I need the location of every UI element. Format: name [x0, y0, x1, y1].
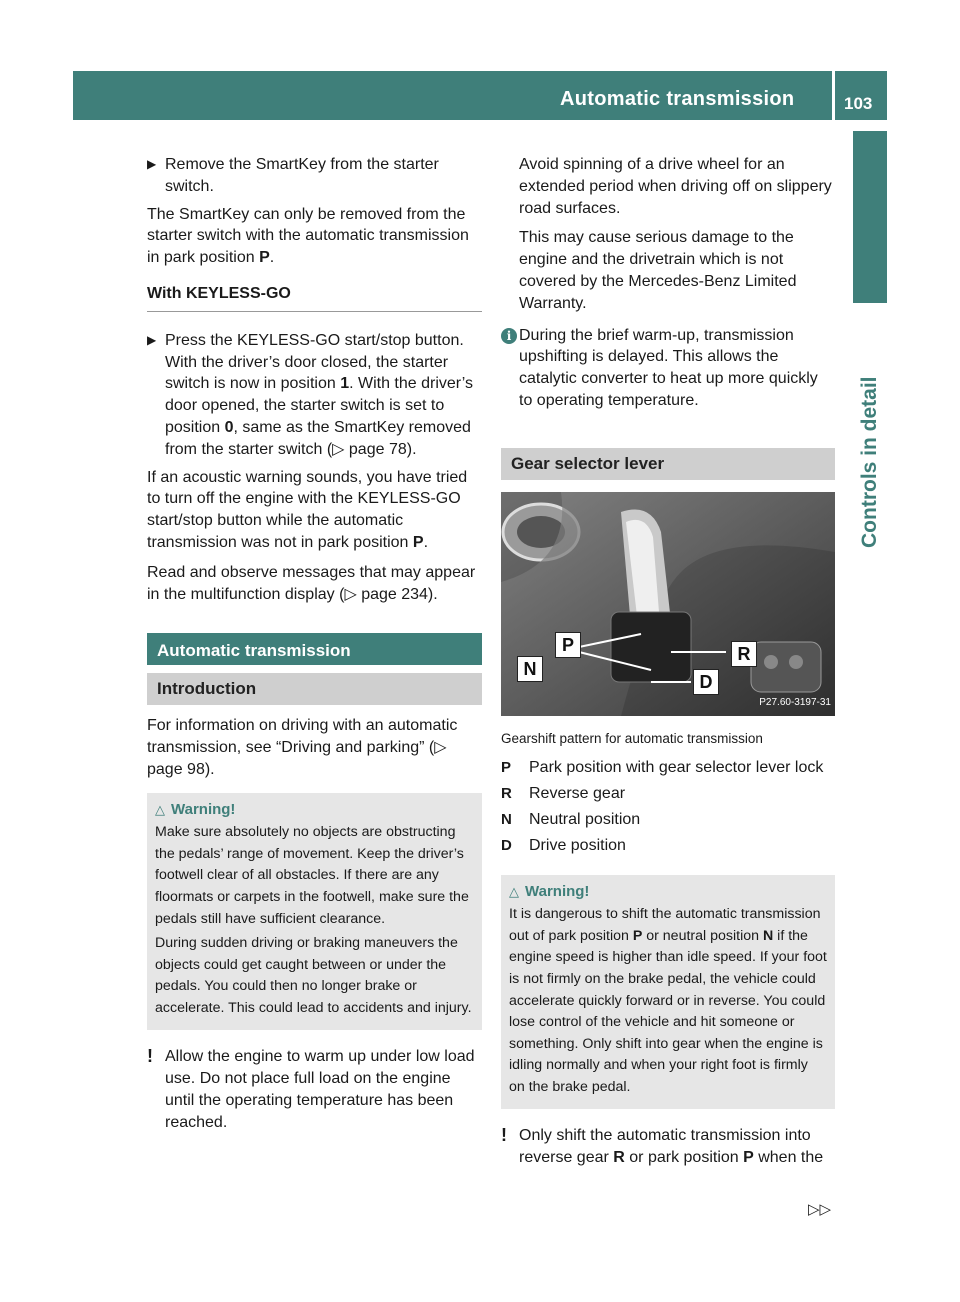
gear-item: P Park position with gear selector lever lock [501, 757, 835, 779]
subsection-heading: Gear selector lever [501, 448, 835, 480]
console-photo [501, 492, 835, 716]
continue-icon: ▷▷ [808, 1201, 832, 1218]
warning-box [501, 875, 835, 1110]
right-column [501, 154, 835, 1177]
warning-icon: △ [155, 801, 165, 817]
page-link[interactable]: page 98). [147, 760, 215, 778]
step-arrow-icon: ▶ [147, 332, 157, 347]
warning-box [147, 793, 482, 1031]
info-note: i During the brief warm-up, transmission upshifting is delayed. This allows the catalytic converter to heat up more quickly to operating temperature. [501, 325, 835, 412]
exclamation-icon: ! [147, 1046, 153, 1067]
figure-label-p: P [555, 632, 581, 658]
side-tab [853, 131, 887, 303]
left-column [147, 154, 482, 1142]
warning-text: Make sure absolutely no objects are obstructing the pedals’ range of movement. Keep the driver’s footwell clear of all obstacles. If there are any floormats or carpets in the footwell, make sure the pedals still have sufficient clearance. [155, 824, 469, 927]
gear-item: R Reverse gear [501, 783, 835, 805]
warning-text: It is dangerous to shift the automatic transmission out of park position P or neutral position N if the engine speed is higher than idle speed. If your foot is not firmly on the brake pedal, the vehicle could accelerate quickly forward or in reverse. You could lose control of the vehicle and hit someone or something. Only shift into gear when the engine is idling normally and when your right foot is firmly on the brake pedal. [509, 906, 827, 1095]
page-link[interactable]: page 234). [361, 585, 438, 603]
figure-label-n: N [517, 656, 543, 682]
instruction-step: ▶ Press the KEYLESS-GO start/stop button. With the driver’s door closed, the starter switch is now in position 1. With the driver’s door opened, the starter switch is set to position 0, same as the SmartKey removed from the starter switch (▷ page 78). [147, 331, 473, 458]
page-number: 103 [844, 94, 873, 113]
page-ref-icon: ▷ [344, 585, 362, 603]
warning-title: △ Warning! [155, 799, 474, 821]
paragraph: Avoid spinning of a drive wheel for an extended period when driving off on slippery road surfaces. [519, 156, 832, 217]
gear-symbol: R [501, 785, 512, 803]
figure-label-d: D [693, 669, 719, 695]
page-ref-icon: ▷ [434, 738, 447, 756]
section-heading: Automatic transmission [147, 633, 482, 665]
note: ! Only shift the automatic transmission into reverse gear R or park position P when the [501, 1125, 824, 1167]
figure-label-r: R [731, 641, 757, 667]
gear-item: N Neutral position [501, 809, 835, 831]
paragraph: Read and observe messages that may appear in the multifunction display (▷ page 234). [147, 563, 476, 603]
info-icon: i [501, 328, 517, 344]
page-ref-icon: ▷ [332, 440, 349, 458]
header-divider [832, 71, 835, 120]
warning-text: During sudden driving or braking maneuvers the objects could get caught between or under the pedals. You could then no longer brake or accelerate. This could lead to accidents and injury. [155, 935, 472, 1016]
paragraph: This may cause serious damage to the engine and the drivetrain which is not covered by the Mercedes-Benz Limited Warranty. [519, 229, 797, 312]
page-link[interactable]: page 78). [348, 440, 417, 458]
gear-selector-figure [501, 492, 835, 716]
side-section-label: Controls in detail [858, 376, 881, 548]
gear-symbol: P [501, 759, 512, 777]
warning-icon: △ [509, 883, 519, 899]
step-arrow-icon: ▶ [147, 157, 157, 171]
subsection-heading: Introduction [147, 673, 482, 705]
gear-symbol: D [501, 836, 512, 854]
subheading: With KEYLESS-GO [147, 283, 482, 312]
figure-caption: Gearshift pattern for automatic transmission [501, 730, 763, 746]
exclamation-icon: ! [501, 1125, 507, 1146]
page-title: Automatic transmission [560, 88, 795, 110]
warning-title: △ Warning! [509, 881, 827, 903]
paragraph: The SmartKey can only be removed from the starter switch with the automatic transmission in park position P. [147, 205, 469, 267]
note: ! Allow the engine to warm up under low load use. Do not place full load on the engine until the operating temperature has been reached. [147, 1046, 475, 1131]
instruction-step: ▶ Remove the SmartKey from the starter switch. [147, 156, 439, 195]
gear-symbol: N [501, 810, 512, 828]
gear-item: D Drive position [501, 835, 835, 857]
figure-code: P27.60-3197-31 [759, 696, 831, 708]
paragraph: If an acoustic warning sounds, you have tried to turn off the engine with the KEYLESS-GO start/stop button while the automatic transmission was not in park position P. [147, 468, 468, 551]
paragraph: For information on driving with an automatic transmission, see “Driving and parking” (▷ page 98). [147, 717, 458, 778]
